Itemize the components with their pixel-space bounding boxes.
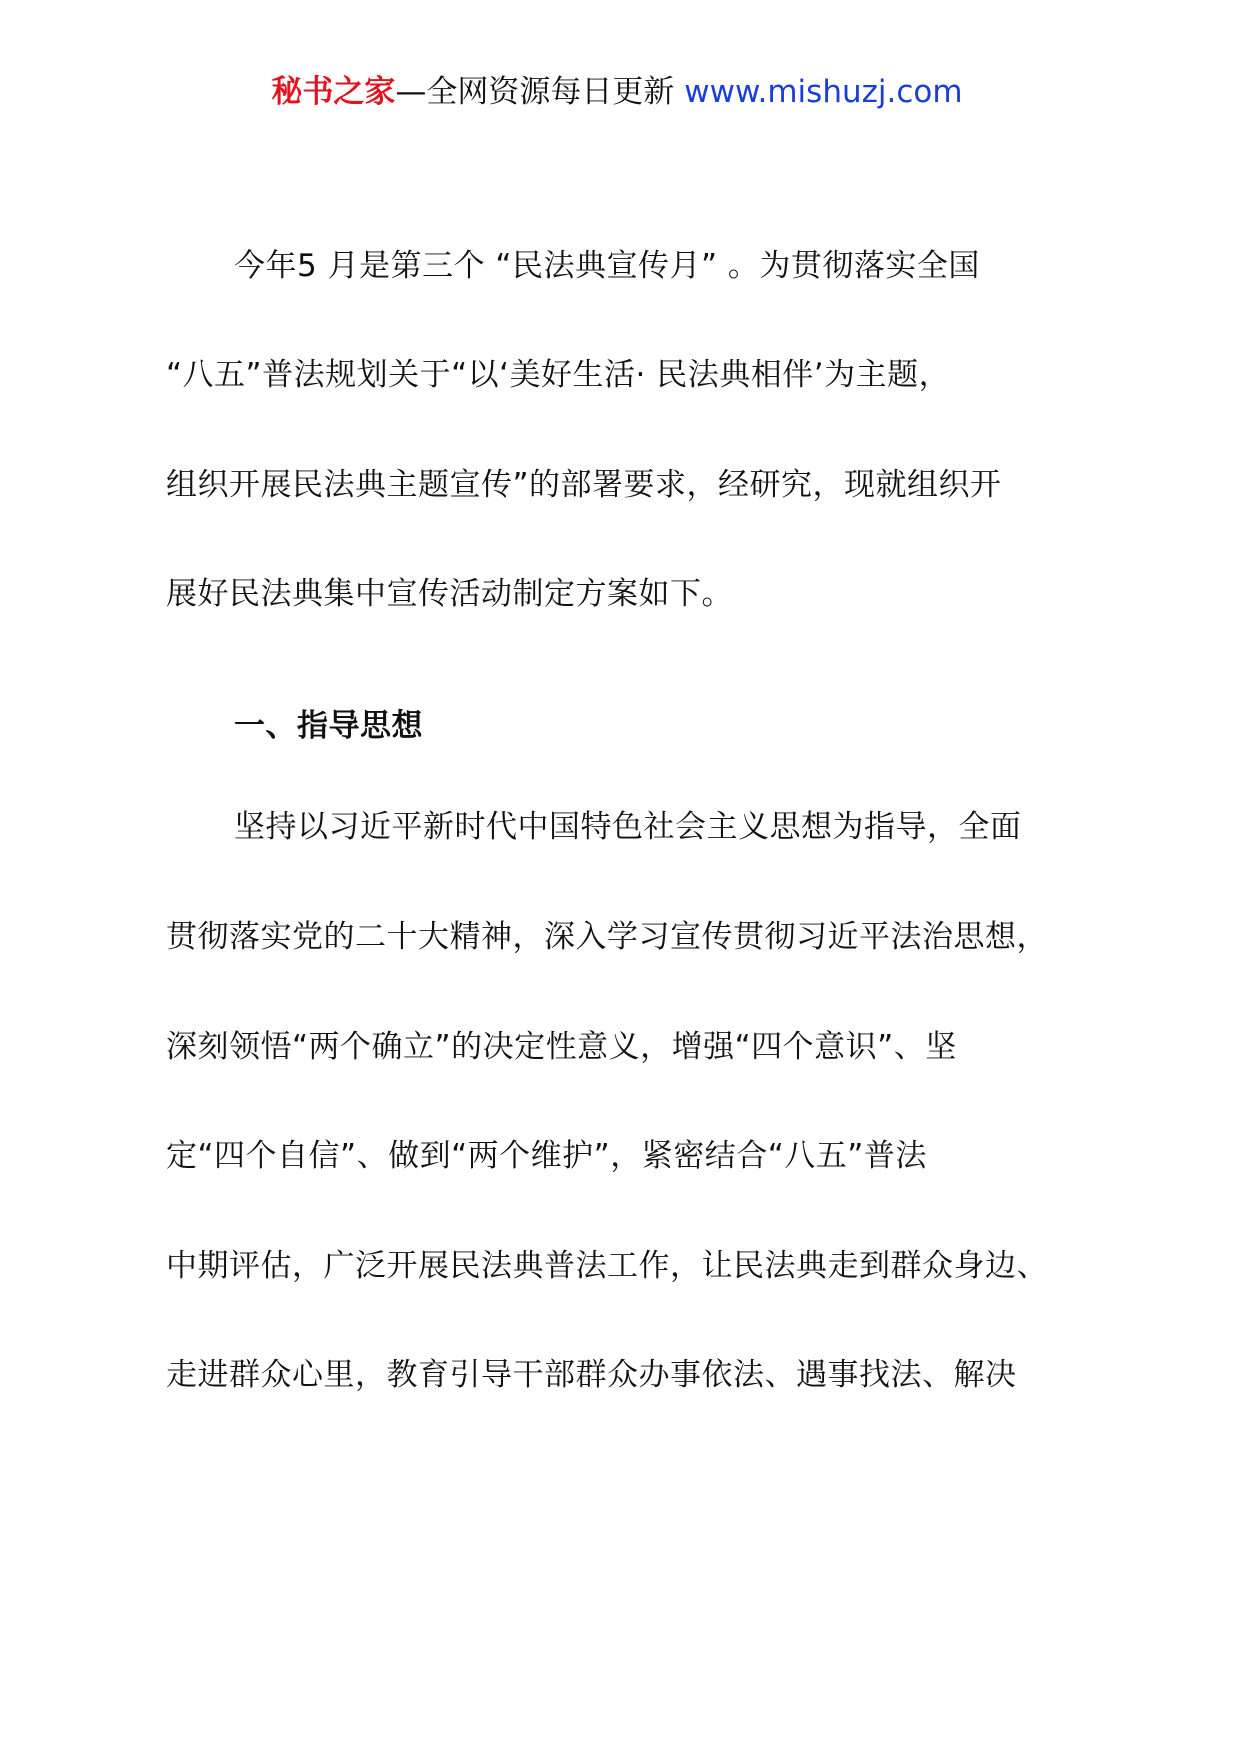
paragraph-2-line-4: 定“四个自信”、做到“两个维护”，紧密结合“八五”普法	[166, 1138, 927, 1174]
header-tagline: —全网资源每日更新	[395, 74, 685, 110]
paragraph-1-line-3: 组织开展民法典主题宣传”的部署要求，经研究，现就组织开	[166, 467, 1002, 503]
paragraph-1-line-2: “八五”普法规划关于“以‘美好生活· 民法典相伴’为主题，	[166, 357, 951, 393]
paragraph-1-line-4: 展好民法典集中宣传活动制定方案如下。	[166, 576, 733, 612]
brand-name: 秘书之家	[271, 74, 396, 110]
paragraph-2-line-1: 坚持以习近平新时代中国特色社会主义思想为指导，全面	[234, 809, 1022, 845]
paragraph-2-line-3: 深刻领悟“两个确立”的决定性意义，增强“四个意识”、坚	[166, 1029, 957, 1065]
section-heading-guiding-ideology: 一、指导思想	[234, 708, 423, 744]
paragraph-1-line-1: 今年5 月是第三个 “民法典宣传月” 。为贯彻落实全国	[234, 248, 980, 284]
paragraph-2-line-5: 中期评估，广泛开展民法典普法工作，让民法典走到群众身边、	[166, 1248, 1048, 1284]
page-header	[0, 72, 1234, 112]
paragraph-2-line-2: 贯彻落实党的二十大精神，深入学习宣传贯彻习近平法治思想，	[166, 919, 1048, 955]
site-url-link[interactable]: www.mishuzj.com	[684, 74, 963, 110]
paragraph-2-line-6: 走进群众心里，教育引导干部群众办事依法、遇事找法、解决	[166, 1357, 1017, 1393]
